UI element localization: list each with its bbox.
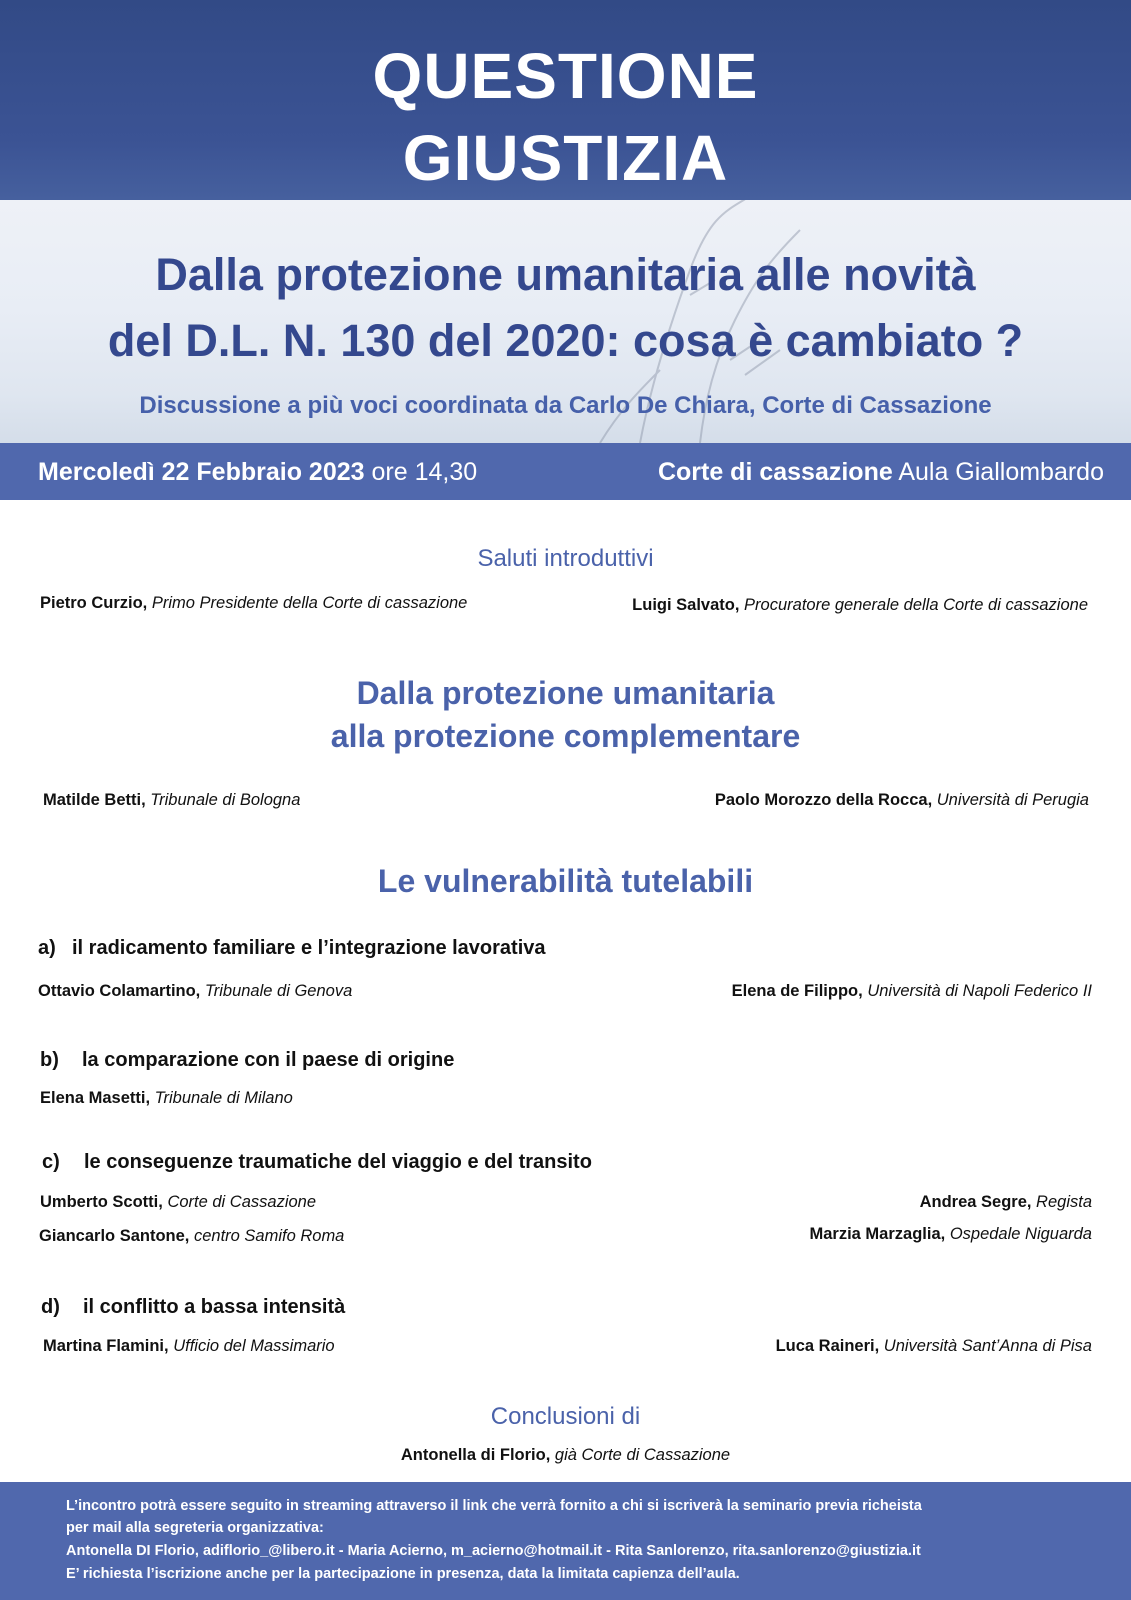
conclusions-heading: Conclusioni di xyxy=(490,1403,641,1430)
speaker-entry xyxy=(40,1193,316,1212)
speaker-affiliation: centro Samifo Roma xyxy=(193,1227,345,1245)
footer-text-line: per mail alla segreteria organizzativa: xyxy=(66,1520,324,1536)
header-band xyxy=(0,0,1131,200)
speaker-entry xyxy=(776,1337,1092,1356)
topic-heading xyxy=(38,937,546,960)
speaker-affiliation: Primo Presidente della Corte di cassazione xyxy=(151,594,468,612)
topic-letter: a) xyxy=(38,937,56,959)
brand-title-line2: GIUSTIZIA xyxy=(402,122,729,194)
topic-title: il conflitto a bassa intensità xyxy=(83,1296,346,1318)
event-date-day: Mercoledì 22 Febbraio 2023 xyxy=(38,458,365,486)
speaker-name: Andrea Segre, xyxy=(919,1193,1032,1211)
greetings-heading: Saluti introduttivi xyxy=(477,545,654,572)
speaker-entry xyxy=(38,982,352,1001)
speaker-name: Ottavio Colamartino, xyxy=(38,982,201,1000)
speaker-entry xyxy=(810,1225,1093,1244)
brand-title-line1: QUESTIONE xyxy=(372,40,759,112)
event-place xyxy=(658,458,1104,487)
section-heading-line2: alla protezione complementare xyxy=(330,718,801,755)
speaker-entry xyxy=(732,982,1092,1001)
topic-title: il radicamento familiare e l’integrazione lavorativa xyxy=(72,937,546,959)
speaker-affiliation: Tribunale di Milano xyxy=(154,1089,293,1107)
speaker-affiliation: Corte di Cassazione xyxy=(167,1193,317,1211)
topic-letter: b) xyxy=(40,1049,59,1071)
speaker-name: Marzia Marzaglia, xyxy=(809,1225,946,1243)
speaker-name: Matilde Betti, xyxy=(43,791,146,809)
speaker-entry xyxy=(43,791,300,810)
speaker-affiliation: Ospedale Niguarda xyxy=(949,1225,1092,1243)
speaker-entry xyxy=(632,596,1088,615)
topic-letter: c) xyxy=(42,1151,60,1173)
speaker-affiliation: Regista xyxy=(1036,1193,1092,1211)
topic-title: la comparazione con il paese di origine xyxy=(82,1049,455,1071)
speaker-affiliation: Ufficio del Massimario xyxy=(173,1337,335,1355)
event-date xyxy=(38,458,477,487)
speaker-name: Giancarlo Santone, xyxy=(39,1227,190,1245)
topic-heading xyxy=(41,1296,345,1319)
footer-contacts-line: Antonella DI Florio, adiflorio_@libero.it - Maria Acierno, m_acierno@hotmail.it - Rita Sanlorenzo, rita.sanlorenzo@giustizia.it xyxy=(66,1543,921,1559)
speaker-name: Luigi Salvato, xyxy=(632,596,740,614)
speaker-name: Pietro Curzio, xyxy=(40,594,148,612)
event-time: ore 14,30 xyxy=(371,458,478,486)
event-venue: Corte di cassazione xyxy=(657,458,893,486)
speaker-entry xyxy=(43,1337,335,1356)
date-place-bar xyxy=(0,443,1131,500)
speaker-name: Elena de Filippo, xyxy=(731,982,863,1000)
hero-banner xyxy=(0,200,1131,443)
topic-heading xyxy=(40,1049,454,1072)
speaker-name: Martina Flamini, xyxy=(43,1337,169,1355)
speaker-entry xyxy=(715,791,1089,810)
topic-heading xyxy=(42,1151,592,1174)
speaker-entry xyxy=(40,594,467,613)
speaker-affiliation: Tribunale di Genova xyxy=(204,982,353,1000)
speaker-name: Elena Masetti, xyxy=(40,1089,151,1107)
event-title-line2: del D.L. N. 130 del 2020: cosa è cambiato ? xyxy=(107,315,1024,366)
event-title-line1: Dalla protezione umanitaria alle novità xyxy=(155,249,976,300)
event-room: Aula Giallombardo xyxy=(898,458,1104,486)
section-heading-vulnerabilities: Le vulnerabilità tutelabili xyxy=(377,863,754,899)
speaker-name: Umberto Scotti, xyxy=(40,1193,163,1211)
speaker-affiliation: già Corte di Cassazione xyxy=(554,1446,731,1464)
section-heading-protection xyxy=(0,672,1131,758)
speaker-entry xyxy=(40,1089,293,1108)
speaker-entry xyxy=(0,1446,1131,1465)
speaker-affiliation: Tribunale di Bologna xyxy=(150,791,301,809)
speaker-affiliation: Università di Perugia xyxy=(936,791,1089,809)
speaker-affiliation: Università Sant’Anna di Pisa xyxy=(883,1337,1092,1355)
footer-info-band xyxy=(0,1482,1131,1600)
event-subtitle: Discussione a più voci coordinata da Carlo De Chiara, Corte di Cassazione xyxy=(139,392,992,419)
footer-text-line: E’ richiesta l’iscrizione anche per la partecipazione in presenza, data la limitata capienza dell’aula. xyxy=(66,1566,740,1582)
footer-text-line: L’incontro potrà essere seguito in streaming attraverso il link che verrà fornito a chi si iscriverà la seminario previa richeista xyxy=(66,1498,922,1514)
topic-letter: d) xyxy=(41,1296,60,1318)
speaker-name: Antonella di Florio, xyxy=(400,1446,551,1464)
topic-title: le conseguenze traumatiche del viaggio e del transito xyxy=(84,1151,592,1173)
speaker-name: Luca Raineri, xyxy=(775,1337,880,1355)
section-heading-line1: Dalla protezione umanitaria xyxy=(356,675,775,711)
speaker-entry xyxy=(920,1193,1092,1212)
speaker-affiliation: Università di Napoli Federico II xyxy=(867,982,1092,1000)
speaker-entry xyxy=(39,1227,344,1246)
speaker-name: Paolo Morozzo della Rocca, xyxy=(714,791,933,809)
speaker-affiliation: Procuratore generale della Corte di cassazione xyxy=(744,596,1088,614)
